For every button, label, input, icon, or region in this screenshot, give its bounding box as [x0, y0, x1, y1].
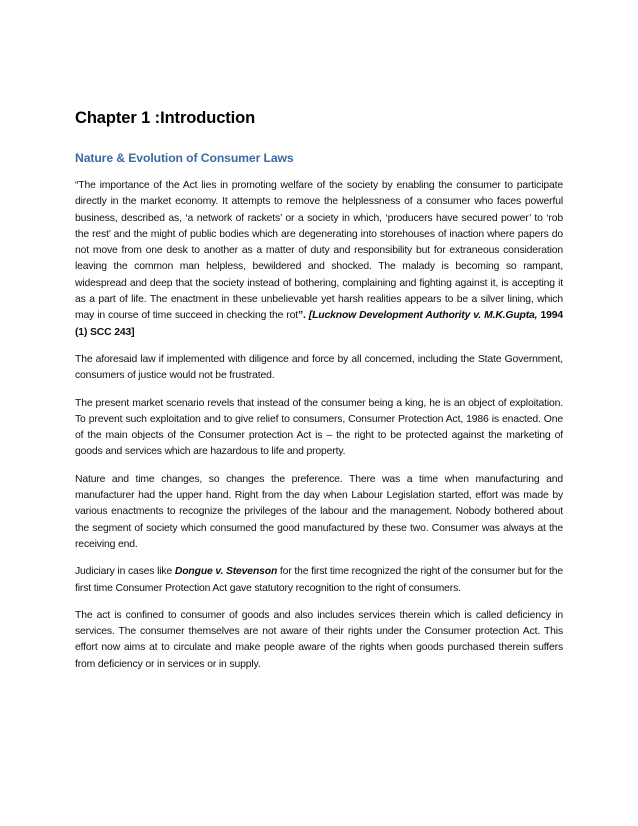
page-content — [75, 108, 563, 684]
paragraph-market-scenario: The present market scenario revels that instead of the consumer being a king, he is an object of exploitation. To prevent such exploitation and to give relief to consumers, Consumer Protection Act, 1986 is enacted. One of the main objects of the Consumer protection Act is – the right to be protected against the marketing of goods and services which are hazardous to life and property. — [75, 397, 563, 458]
paragraph-act-confined: The act is confined to consumer of goods and also includes services therein which is called deficiency in services. The consumer themselves are not aware of their rights under the Consumer protection Act. This effort now aims at to circulate and make people aware of the rights when goods purchased therein suffers from deficiency or in services or in supply. — [75, 609, 563, 670]
quote-close: ”. — [297, 310, 309, 322]
paragraph-nature-time: Nature and time changes, so changes the preference. There was a time when manufacturing and manufacturer had the upper hand. Right from the day when Labour Legislation started, effort was made by various enactments to recognize the privileges of the labour and the management. Nobody bothered about the segment of society which consumed the good manufactured by these two. Consumer was always at the receiving end. — [75, 473, 563, 550]
chapter-title: Chapter 1 :Introduction — [75, 109, 256, 127]
case-name: Dongue v. Stevenson — [174, 566, 278, 578]
section-heading: Nature & Evolution of Consumer Laws — [75, 151, 294, 165]
judiciary-text-before: Judiciary in cases like — [75, 566, 175, 578]
paragraph-aforesaid-law: The aforesaid law if implemented with diligence and force by all concerned, including the State Government, consumers of justice would not be frustrated. — [75, 353, 563, 382]
paragraph-quote — [75, 178, 563, 341]
citation-reference: 1994 (1) SCC 243] — [75, 310, 563, 338]
judiciary-text-after: for the first time recognized the right of the consumer but for the first time Consumer Protection Act gave statutory recognition to the right of consumers. — [75, 566, 563, 594]
paragraph-judiciary — [75, 564, 563, 597]
quote-text: “The importance of the Act lies in promoting welfare of the society by enabling the consumer to participate directly in the market economy. It attempts to remove the helplessness of a consumer who faces powerful business, described as, ‘a network of rackets’ or a society in which, ‘producers have secured power’ to ‘rob the rest’ and the might of public bodies which are degenerating into storehouses of inaction where papers do not move from one desk to another as a matter of duty and responsibility but for extraneous consideration leaving the common man helpless, bewildered and shocked. The malady is becoming so rampant, widespread and deep that the society instead of bothering, complaining and fighting against it, is accepting it as a part of life. The enactment in these unbelievable yet harsh realities appears to be a silver lining, which may in course of time succeed in checking the rot — [75, 180, 563, 322]
citation-case: [Lucknow Development Authority v. M.K.Gupta, — [308, 310, 538, 322]
